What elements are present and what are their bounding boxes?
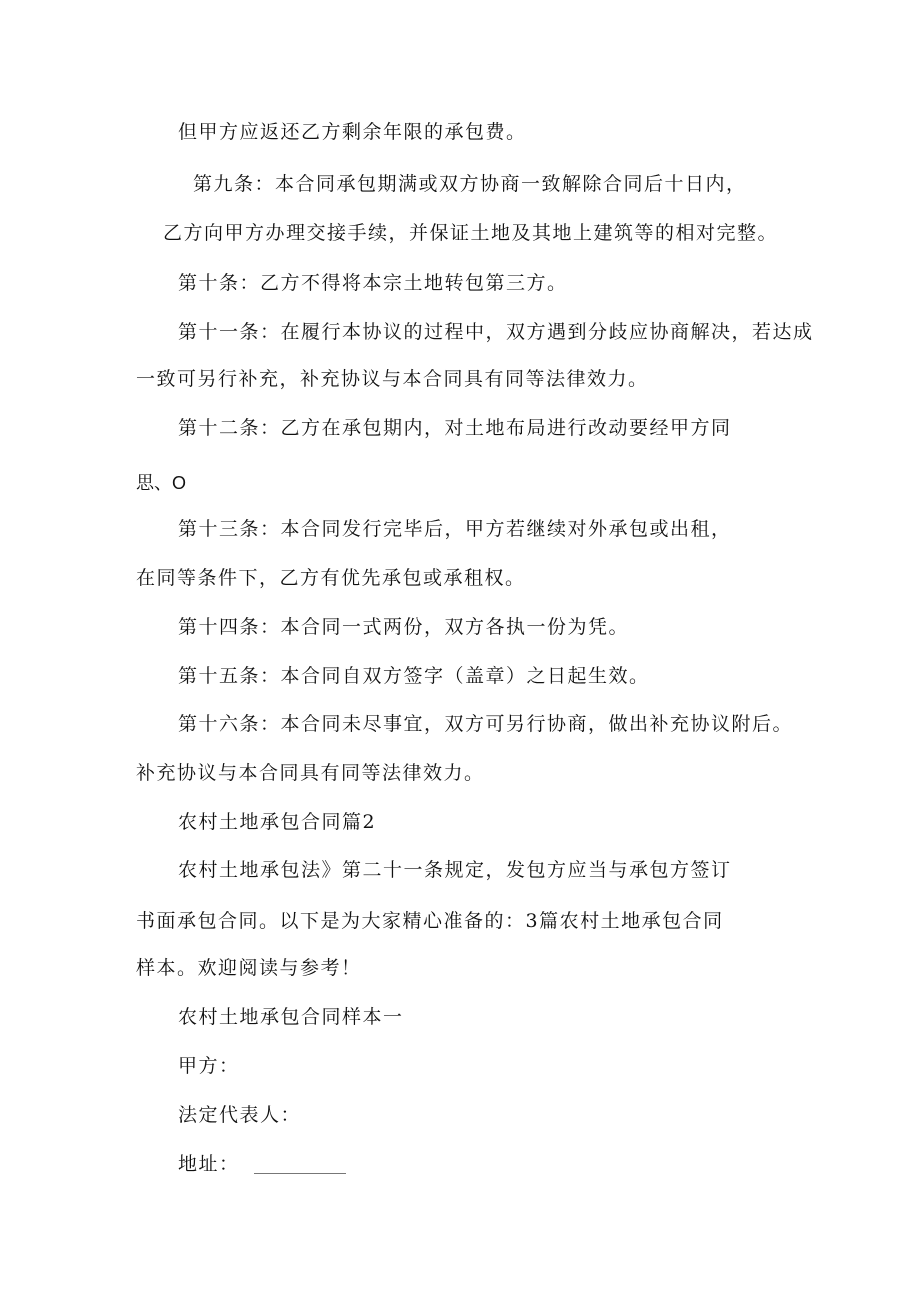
party-a-label: 甲方： (178, 1055, 240, 1077)
text-line: 第十六条：本合同未尽事宜，双方可另行协商，做出补充协议附后。 (178, 713, 794, 735)
text-line: 一致可另行补充，补充协议与本合同具有同等法律效力。 (136, 368, 649, 390)
text-line: 书面承包合同。以下是为大家精心准备的：3篇农村土地承包合同 (136, 910, 724, 932)
text-line: 第十三条：本合同发行完毕后，甲方若继续对外承包或出租， (178, 518, 732, 540)
address-row (178, 1151, 346, 1177)
text-line: 补充协议与本合同具有同等法律效力。 (136, 762, 485, 784)
section-heading: 农村土地承包合同样本一 (178, 1006, 404, 1028)
address-label: 地址： (178, 1153, 240, 1175)
section-heading: 农村土地承包合同篇2 (178, 811, 377, 833)
text-line: 农村土地承包法》第二十一条规定，发包方应当与承包方签订 (178, 859, 732, 881)
text-line: 乙方向甲方办理交接手续，并保证土地及其地上建筑等的相对完整。 (163, 222, 779, 244)
text-line: 思、O (136, 473, 187, 493)
text-line: 第九条：本合同承包期满或双方协商一致解除合同后十日内， (193, 173, 747, 195)
text-line: 但甲方应返还乙方剩余年限的承包费。 (178, 121, 527, 143)
text-line: 第十一条：在履行本协议的过程中，双方遇到分歧应协商解决，若达成 (178, 321, 814, 343)
text-line: 第十四条：本合同一式两份，双方各执一份为凭。 (178, 616, 630, 638)
text-line: 在同等条件下，乙方有优先承包或承租权。 (136, 567, 526, 589)
legal-representative-label: 法定代表人： (178, 1104, 302, 1126)
text-line: 第十二条：乙方在承包期内，对土地布局进行改动要经甲方同 (178, 417, 732, 439)
text-line: 第十五条：本合同自双方签字（盖章）之日起生效。 (178, 665, 650, 687)
text-line: 样本。欢迎阅读与参考！ (136, 957, 362, 979)
text-line: 第十条：乙方不得将本宗土地转包第三方。 (178, 272, 568, 294)
address-blank (254, 1172, 346, 1174)
